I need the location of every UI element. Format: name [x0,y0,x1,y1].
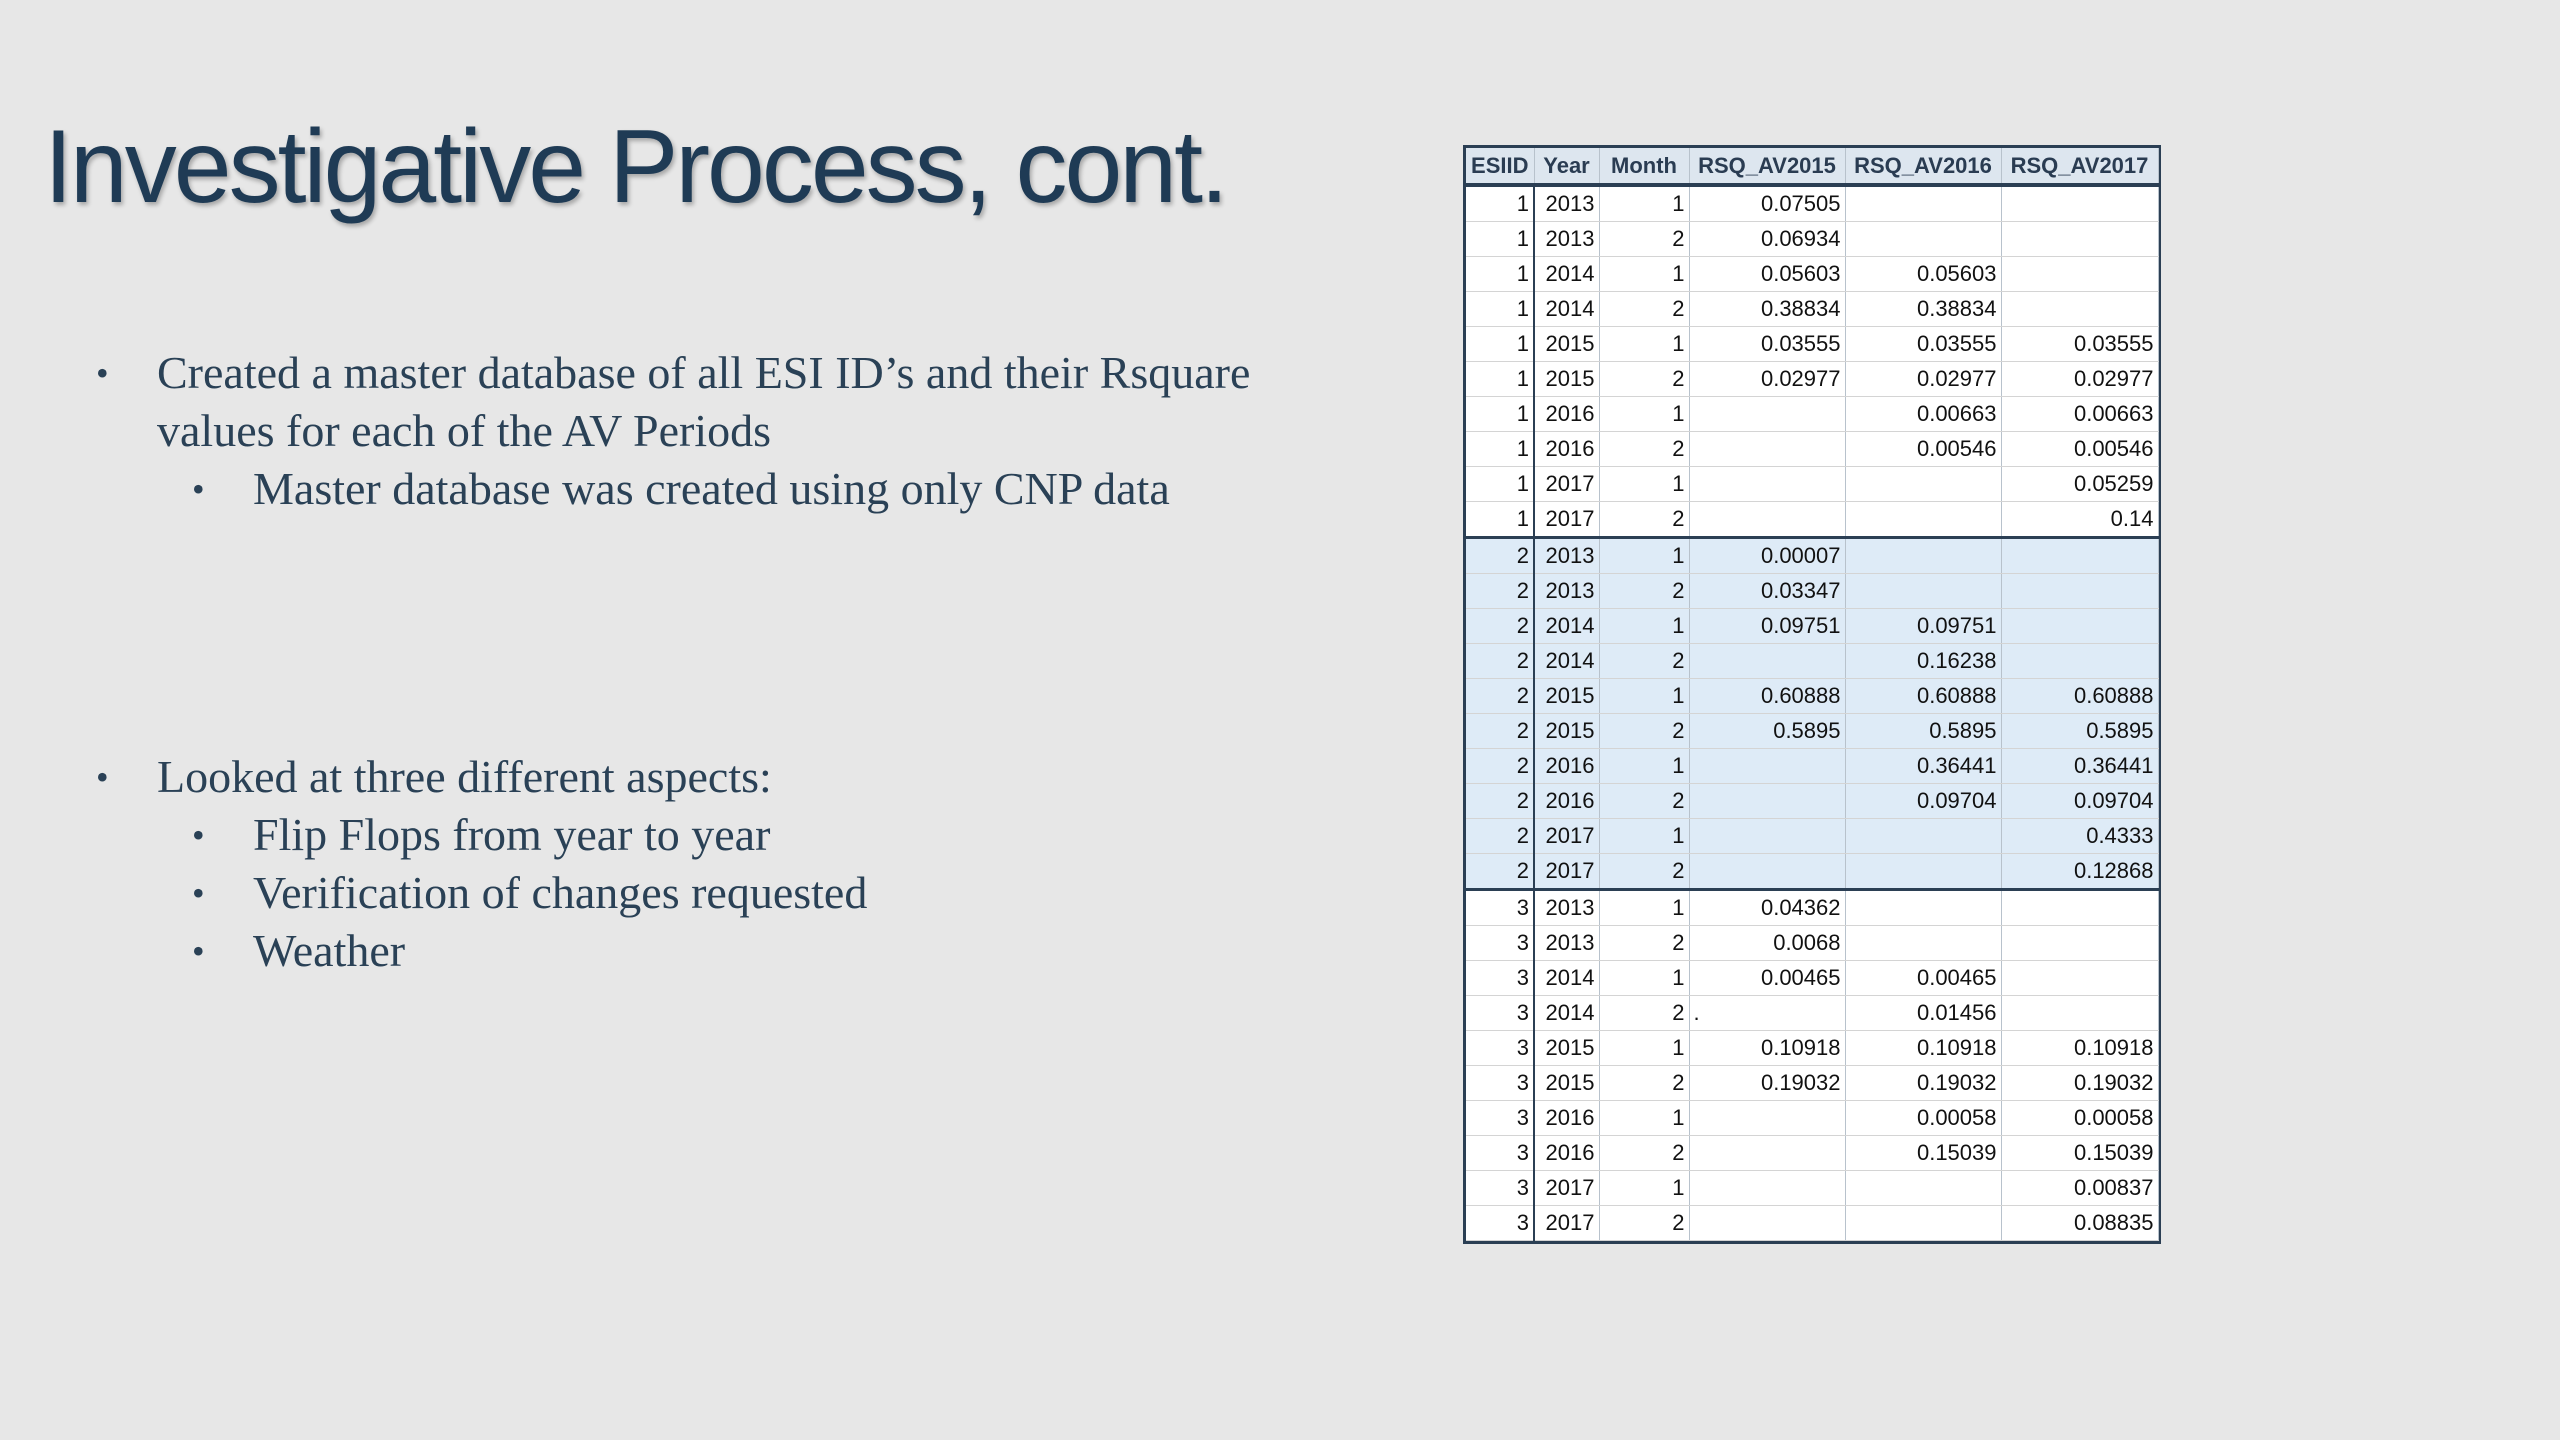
table-cell: 2 [1599,574,1689,609]
table-cell: 1 [1599,1171,1689,1206]
bullet-dot-icon: • [192,815,205,855]
table-cell: 2 [1466,854,1534,890]
table-cell: 2013 [1534,574,1599,609]
table-cell: 1 [1466,397,1534,432]
bullet-item [96,748,1357,806]
table-cell: 2016 [1534,1136,1599,1171]
table-cell: 0.15039 [2001,1136,2158,1171]
table-row [1466,362,2158,397]
table-row [1466,679,2158,714]
table-cell: 1 [1466,222,1534,257]
table-cell: 3 [1466,1171,1534,1206]
table-cell: 0.03555 [2001,327,2158,362]
table-cell: 2015 [1534,1031,1599,1066]
table-cell: 2017 [1534,854,1599,890]
table-cell: 0.00663 [2001,397,2158,432]
table-cell [1689,1206,1845,1241]
table-cell [1845,502,2001,538]
table-row [1466,185,2158,222]
table-cell: 0.02977 [1845,362,2001,397]
bullet-dot-icon: • [192,931,205,971]
table-cell [2001,926,2158,961]
table-cell: 3 [1466,1206,1534,1241]
table-cell: 0.09751 [1845,609,2001,644]
table-cell: 0.38834 [1689,292,1845,327]
table-cell: 0.00837 [2001,1171,2158,1206]
table-cell: 0.00465 [1689,961,1845,996]
table-cell: 2 [1599,502,1689,538]
table-cell: 0.03555 [1689,327,1845,362]
table-cell [1689,819,1845,854]
table-cell: 1 [1599,327,1689,362]
table-cell: 2 [1599,292,1689,327]
table-cell: 2014 [1534,257,1599,292]
table-cell: 2 [1466,574,1534,609]
table-cell: 0.12868 [2001,854,2158,890]
table-cell: 1 [1599,890,1689,926]
table-cell: 2 [1466,749,1534,784]
sub-bullet-text: Master database was created using only CNP data [253,463,1170,514]
table-cell: 2 [1466,819,1534,854]
table-row [1466,502,2158,538]
table-cell: 0.09704 [1845,784,2001,819]
table-cell: 0.60888 [1689,679,1845,714]
table-row [1466,327,2158,362]
table-cell: 1 [1599,1031,1689,1066]
table-cell [1689,397,1845,432]
table-cell: 0.00546 [2001,432,2158,467]
table-cell: 0.04362 [1689,890,1845,926]
slide-title: Investigative Process, cont. [44,109,1226,225]
table-cell: 1 [1599,467,1689,502]
table-cell: 2015 [1534,327,1599,362]
table-cell: 2017 [1534,502,1599,538]
table-cell: 2015 [1534,1066,1599,1101]
table-cell: 2017 [1534,819,1599,854]
sub-bullet-item [96,460,1357,518]
table-cell: 2015 [1534,714,1599,749]
table-cell: 2 [1466,784,1534,819]
table-row [1466,609,2158,644]
table-cell: 0.06934 [1689,222,1845,257]
table-cell [2001,185,2158,222]
table-cell: 2013 [1534,185,1599,222]
sub-bullet-text: Flip Flops from year to year [253,809,771,860]
table-cell: 2015 [1534,362,1599,397]
rsquare-table [1466,148,2159,1241]
table-cell: 0.00058 [2001,1101,2158,1136]
table-cell: 0.38834 [1845,292,2001,327]
table-cell: 1 [1466,467,1534,502]
table-cell: 2 [1466,609,1534,644]
table-cell: 0.02977 [2001,362,2158,397]
table-cell: 2016 [1534,1101,1599,1136]
table-cell: 0.15039 [1845,1136,2001,1171]
table-cell [2001,644,2158,679]
table-cell: 1 [1599,819,1689,854]
table-cell: 0.09751 [1689,609,1845,644]
table-cell: 2 [1466,679,1534,714]
table-row [1466,1171,2158,1206]
table-cell: 2014 [1534,961,1599,996]
bullet-dot-icon: • [96,757,109,797]
table-cell: 2016 [1534,432,1599,467]
bullet-item [96,344,1357,460]
table-cell [1689,644,1845,679]
table-cell [1689,1171,1845,1206]
table-cell [2001,996,2158,1031]
table-cell [1845,854,2001,890]
table-cell: 1 [1599,961,1689,996]
table-cell: 0.60888 [2001,679,2158,714]
table-cell: 2 [1466,538,1534,574]
table-cell: 2016 [1534,397,1599,432]
table-row [1466,644,2158,679]
table-cell: 2013 [1534,538,1599,574]
table-cell: 2013 [1534,222,1599,257]
table-row [1466,819,2158,854]
table-cell: 1 [1599,397,1689,432]
table-row [1466,467,2158,502]
table-cell: 0.05603 [1689,257,1845,292]
table-cell: 2014 [1534,996,1599,1031]
sub-bullet-item [96,806,1357,864]
table-cell: 2 [1599,996,1689,1031]
table-row [1466,292,2158,327]
table-cell: 2 [1599,714,1689,749]
table-cell [2001,609,2158,644]
table-cell [1689,467,1845,502]
table-row [1466,1206,2158,1241]
table-cell: 2017 [1534,1206,1599,1241]
table-cell: 1 [1599,257,1689,292]
table-cell: 1 [1599,609,1689,644]
table-cell: 0.36441 [2001,749,2158,784]
bullet-group-aspects [96,748,1357,980]
table-row [1466,926,2158,961]
table-cell: 2016 [1534,784,1599,819]
table-cell: 0.09704 [2001,784,2158,819]
table-cell: 0.00058 [1845,1101,2001,1136]
table-row [1466,1136,2158,1171]
table-cell [1845,1171,2001,1206]
table-cell: 1 [1599,679,1689,714]
table-cell: 2014 [1534,609,1599,644]
table-cell [1689,749,1845,784]
table-cell [2001,574,2158,609]
table-cell: 0.10918 [1845,1031,2001,1066]
table-cell: 0.00663 [1845,397,2001,432]
table-cell: 2 [1599,1206,1689,1241]
table-row [1466,222,2158,257]
table-cell: 0.5895 [1689,714,1845,749]
table-cell: 3 [1466,1066,1534,1101]
table-cell: 0.19032 [2001,1066,2158,1101]
table-cell [1845,467,2001,502]
table-cell [1689,1101,1845,1136]
table-cell: 1 [1466,432,1534,467]
sub-bullet-item [96,864,1357,922]
table-cell [1845,538,2001,574]
table-header-row [1466,148,2158,185]
table-cell: 1 [1599,1101,1689,1136]
table-cell: 2 [1599,222,1689,257]
bullet-group-database [96,344,1357,518]
table-cell: 2 [1599,784,1689,819]
table-cell [2001,961,2158,996]
table-cell [2001,890,2158,926]
table-row [1466,714,2158,749]
bullet-dot-icon: • [192,873,205,913]
table-cell: 0.10918 [1689,1031,1845,1066]
table-cell [1845,819,2001,854]
table-cell: 2 [1599,644,1689,679]
table-cell: 1 [1466,292,1534,327]
bullet-dot-icon: • [96,353,109,393]
table-cell [1845,185,2001,222]
table-cell: 0.60888 [1845,679,2001,714]
table-row [1466,854,2158,890]
table-cell: 0.19032 [1845,1066,2001,1101]
table-cell: 0.05603 [1845,257,2001,292]
table-cell: 1 [1599,749,1689,784]
bullet-text: Looked at three different aspects: [157,751,772,802]
header-year: Year [1534,148,1599,185]
table-cell: 0.0068 [1689,926,1845,961]
table-row [1466,538,2158,574]
table-cell [2001,257,2158,292]
table-cell [1689,784,1845,819]
table-cell: 0.02977 [1689,362,1845,397]
table-cell: 2 [1599,854,1689,890]
table-cell [1845,1206,2001,1241]
table-cell: 0.14 [2001,502,2158,538]
table-row [1466,1101,2158,1136]
table-row [1466,996,2158,1031]
table-cell [2001,292,2158,327]
table-cell: 0.05259 [2001,467,2158,502]
table-cell: 0.08835 [2001,1206,2158,1241]
table-cell: 1 [1466,185,1534,222]
header-rsq-av2017: RSQ_AV2017 [2001,148,2158,185]
table-cell: 0.03347 [1689,574,1845,609]
table-cell [1689,432,1845,467]
sub-bullet-text: Verification of changes requested [253,867,868,918]
table-cell: 3 [1466,961,1534,996]
table-cell: 0.00546 [1845,432,2001,467]
table-row [1466,397,2158,432]
table-body [1466,185,2158,1241]
table-cell [1845,222,2001,257]
table-cell [2001,538,2158,574]
table-cell: 0.19032 [1689,1066,1845,1101]
header-rsq-av2016: RSQ_AV2016 [1845,148,2001,185]
table-cell: 3 [1466,1031,1534,1066]
table-cell: 1 [1466,502,1534,538]
table-cell: 0.16238 [1845,644,2001,679]
table-cell: 2017 [1534,467,1599,502]
table-cell [1689,502,1845,538]
table-cell: 1 [1466,327,1534,362]
table-cell: 2 [1599,926,1689,961]
bullet-text: Created a master database of all ESI ID’s and their Rsquare values for each of the AV Periods [157,347,1251,456]
table-cell [1845,890,2001,926]
table-cell: 2 [1466,644,1534,679]
table-cell: 3 [1466,890,1534,926]
table-cell [1845,926,2001,961]
rsquare-table-image [1463,145,2161,1244]
table-cell: 0.10918 [2001,1031,2158,1066]
table-cell: 2014 [1534,292,1599,327]
table-cell: 0.01456 [1845,996,2001,1031]
table-cell: 0.5895 [2001,714,2158,749]
table-cell: 3 [1466,926,1534,961]
header-rsq-av2015: RSQ_AV2015 [1689,148,1845,185]
table-row [1466,961,2158,996]
table-cell: 3 [1466,996,1534,1031]
table-cell: 0.5895 [1845,714,2001,749]
table-cell: 0.4333 [2001,819,2158,854]
table-cell: 2015 [1534,679,1599,714]
table-cell: 3 [1466,1101,1534,1136]
table-cell [2001,222,2158,257]
table-cell: 2014 [1534,644,1599,679]
table-cell: 3 [1466,1136,1534,1171]
table-cell: 2 [1466,714,1534,749]
table-cell: . [1689,996,1845,1031]
table-row [1466,257,2158,292]
header-esiid: ESIID [1466,148,1534,185]
table-cell: 0.00007 [1689,538,1845,574]
table-cell: 1 [1466,362,1534,397]
table-cell: 1 [1599,538,1689,574]
table-cell: 2 [1599,1136,1689,1171]
table-cell: 2 [1599,362,1689,397]
sub-bullet-item [96,922,1357,980]
table-row [1466,432,2158,467]
table-cell: 2013 [1534,926,1599,961]
table-row [1466,1066,2158,1101]
table-cell: 2017 [1534,1171,1599,1206]
table-cell: 0.03555 [1845,327,2001,362]
table-cell: 2 [1599,1066,1689,1101]
table-cell: 0.07505 [1689,185,1845,222]
table-row [1466,574,2158,609]
bullet-dot-icon: • [192,469,205,509]
header-month: Month [1599,148,1689,185]
table-row [1466,749,2158,784]
table-cell: 2013 [1534,890,1599,926]
table-cell [1689,1136,1845,1171]
table-cell [1689,854,1845,890]
table-row [1466,890,2158,926]
sub-bullet-text: Weather [253,925,406,976]
table-cell: 1 [1599,185,1689,222]
table-cell: 0.00465 [1845,961,2001,996]
table-cell [1845,574,2001,609]
table-cell: 2 [1599,432,1689,467]
table-cell: 1 [1466,257,1534,292]
table-cell: 0.36441 [1845,749,2001,784]
table-cell: 2016 [1534,749,1599,784]
table-row [1466,1031,2158,1066]
table-row [1466,784,2158,819]
